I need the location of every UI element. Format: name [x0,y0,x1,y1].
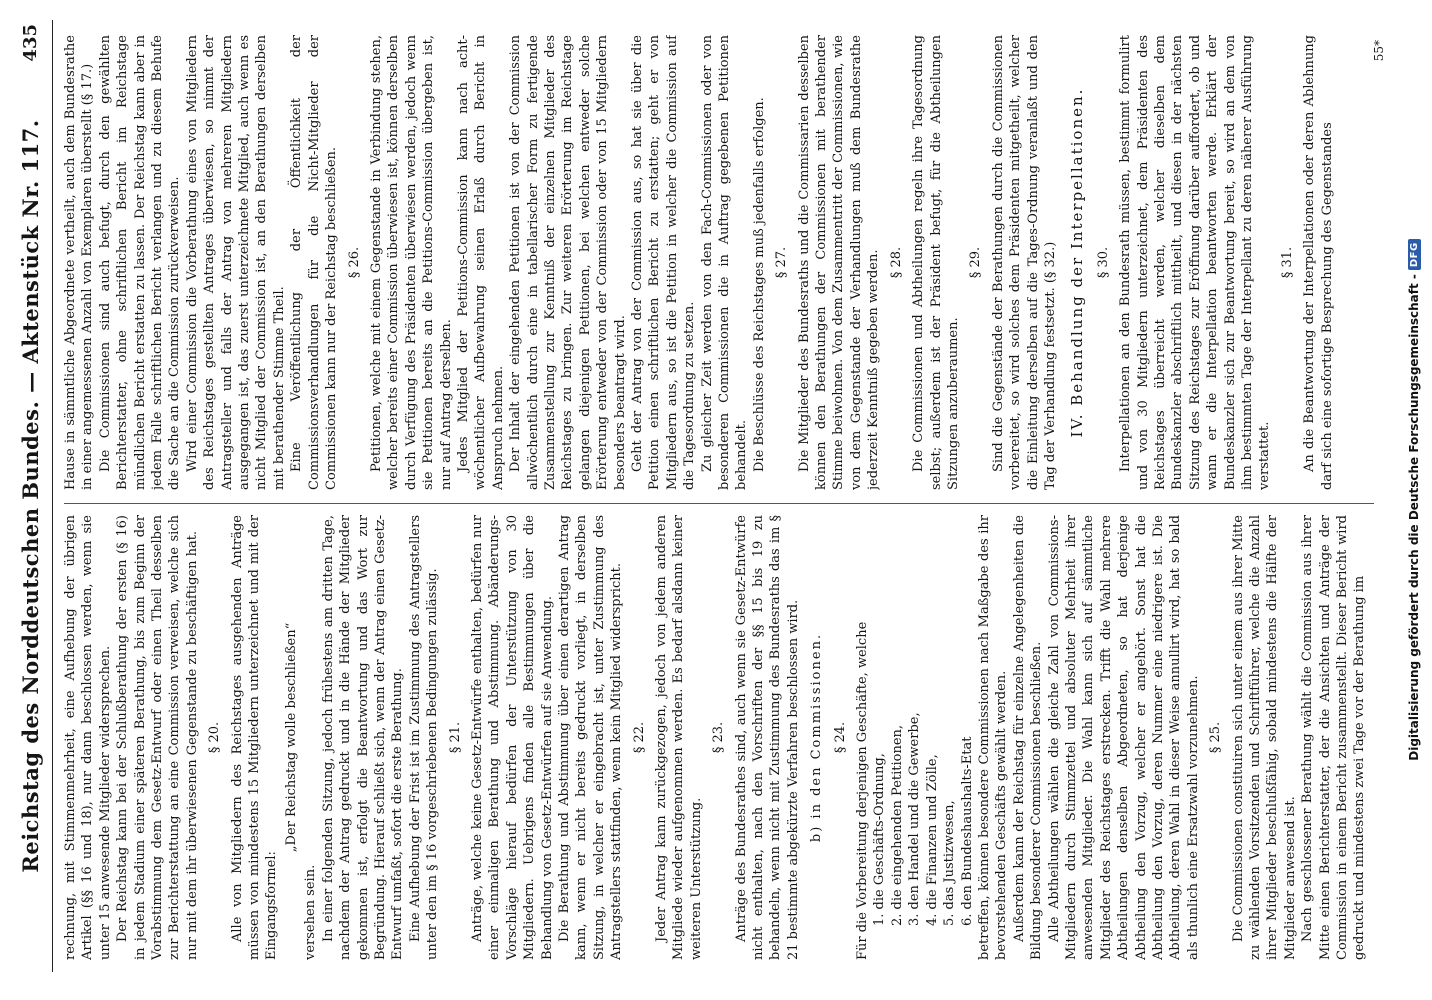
paragraph: Interpellationen an den Bundesrath müssen, bestimmt formulirt und von 30 Mitgliedern unterzeichnet, dem Präsidenten des Reichstages überreicht werden, welcher dieselben dem Bundeskanzler abschriftlich mittheilt, und diesen in der nächsten Sitzung des Reichstages zur Eröffnung darüber auffordert, ob und wann er die Interpellation beantworten werde. Erklärt der Bundeskanzler sich zur Beantwortung bereit, so wird an dem von ihm bestimmten Tage der Interpellant zu deren näherer Ausführung verstattet. [1118,35,1273,490]
paragraph: Nach geschlossener Berathung wählt die Commission aus ihrer Mitte einen Berichterstatter, der die Ansichten und Anträge der Commission in einem Bericht zusammenstellt. Dieser Bericht wird gedruckt und mindestens zwei Tage vor der Berathung im [1300,515,1368,960]
paragraph: Die Mitglieder des Bundesraths und die Commissarien desselben können den Berathungen der Commissionen mit berathender Stimme beiwohnen. Von dem Zusammentritt der Commissionen, wie von dem Gegenstande der Verhandlungen muß dem Bundesrathe jederzeit Kenntniß gegeben werden. [796,35,882,490]
paragraph: Die Commissionen constituiren sich unter einem aus ihrer Mitte zu wählenden Vorsitzenden und Schriftführer, welche die Anzahl ihrer Mitglieder beschlußfähig, sobald mindestens die Hälfte der Mitglieder anwesend ist. [1230,515,1298,960]
paragraph: Der Reichstag kann bei der Schlußberathung der ersten (§ 16) in jedem Stadium einer späteren Berathung, bis zum Beginn der Vorabstimmung dem Gesetz-Entwurf oder einen Theil desselben zur Berichterstattung an eine Commission verweisen, welche sich nur mit dem ihr überwiesenen Gegenstande zu beschäftigen hat. [115,515,200,960]
section-heading: § 31. [1279,246,1295,279]
enumerated-list [871,515,975,960]
paragraph: Die Commissionen sind auch befugt, durch den gewählten Berichterstatter, ohne schriftlichen Bericht im Reichstage mündlichen Bericht erstatten zu lassen. Der Reichstag kann aber in jedem Falle schriftlichen Bericht verlangen und zu diesem Behufe die Sache an die Commission zurückverweisen. [97,35,183,490]
paragraph: Zu gleicher Zeit werden von den Fach-Commissionen oder von besonderen Commissionen die in Auftrag gegebenen Petitionen behandelt. [699,35,750,490]
page-number: 435 [20,24,41,62]
quoted-formula: „Der Reichstag wolle beschließen“ [283,622,299,853]
paragraph: Außerdem kann der Reichstag für einzelne Angelegenheiten die Bildung besonderer Commissionen beschließen. [1011,515,1045,960]
paragraph: Alle von Mitgliedern des Reichstages ausgehenden Anträge müssen von mindestens 15 Mitgliedern unterzeichnet und mit der Eingangsformel: [229,515,280,960]
credit-text: Digitalisierung gefördert durch die Deutsche Forschungsgemeinschaft - [1407,274,1421,761]
chapter-heading: IV. Behandlung der Interpellationen. [1068,87,1087,438]
paragraph: Eine Aufhebung der Frist ist im Zustimmung des Antragstellers unter den im § 16 vorgeschriebenen Bedingungen zulässig. [407,515,441,960]
section-heading: § 28. [888,246,904,279]
section-heading: § 26. [346,246,362,279]
paragraph: Jedes Mitglied der Petitions-Commission kann nach acht-wöchentlicher Aufbewahrung seinen Erlaß durch Bericht in Anspruch nehmen. [455,35,506,490]
paragraph: In einer folgenden Sitzung, jedoch frühestens am dritten Tage, nachdem der Antrag gedruckt und in die Hände der Mitglieder gekommen ist, erfolgt die Beantwortung und das Wort zur Begründung. Hierauf schließt sich, wenn der Antrag einen Gesetz-Entwurf umfaßt, sofort die erste Berathung. [320,515,406,960]
section-heading: § 24. [832,721,848,754]
section-heading: § 23. [711,721,727,754]
paragraph: Anträge, welche keine Gesetz-Entwürfe enthalten, bedürfen nur einer einmaligen Berathung und Abstimmung. Abänderungs-Vorschläge hierauf bedürfen der Unterstützung von 30 Mitgliedern. Uebrigens finden alle Bestimmungen über die Behandlung von Gesetz-Entwürfen auf sie Anwendung. [469,515,555,960]
paragraph: An die Beantwortung der Interpellationen oder deren Ablehnung darf sich eine sofortige Besprechung des Gegenstandes [1302,35,1335,490]
paragraph: versehen sein. [303,864,319,960]
section-heading: § 22. [631,721,647,754]
left-text-column [62,515,1382,960]
section-heading: § 20. [207,721,223,754]
paragraph: Geht der Antrag von der Commission aus, so hat sie über die Petition einen schriftlichen Bericht zu erstatten; geht er von Mitgliedern aus, so ist die Petition in welcher die Commission auf die Tagesordnung zu setzen. [630,35,698,490]
list-item: 2. die eingehenden Petitionen, [889,724,905,926]
paragraph: Wird einer Commission die Vorberathung eines von Mitgliedern des Reichstages gestellten Antrages überwiesen, so nimmt der Antragsteller und falls der Antrag von mehreren Mitgliedern ausgegangen ist, das zuerst unterzeichnete Mitglied, auch wenn es nicht Mitglied der Commission ist, an den Berathungen derselben mit berathender Stimme Theil. [184,35,287,490]
paragraph: betreffen, können besondere Commissionen nach Maßgabe des ihr bevorstehenden Geschäfts gewählt werden. [976,515,1010,960]
paragraph: Sind die Gegenstände der Berathungen durch die Commissionen vorbereitet, so wird solches dem Präsidenten mitgetheilt, welcher die Einleitung derselben auf die Tages-Ordnung veranlaßt und den Tag der Verhandlung festsetzt. (§ 32.) [990,35,1058,490]
section-heading: § 30. [1095,246,1111,279]
paragraph: Jeder Antrag kann zurückgezogen, jedoch von jedem anderen Mitgliede wieder aufgenommen werden. Es bedarf alsdann keiner weiteren Unterstützung. [654,515,704,960]
right-text-column [62,35,1382,490]
list-item: 6. den Bundeshaushalts-Etat [959,736,975,926]
paragraph: Anträge des Bundesrathes sind, auch wenn sie Gesetz-Entwürfe nicht enthalten, nach den Vorschriften der §§ 15 bis 19 zu behandeln, wenn nicht mit Zustimmung des Bundesraths das im § 21 bestimmte abgekürzte Verfahren beschlossen wird. [733,515,801,960]
paragraph: Für die Vorbereitung derjenigen Geschäfte, welche [855,621,871,960]
column-divider [64,503,1374,504]
list-item: 5. das Justizwesen, [942,800,958,926]
paragraph: Die Commissionen und Abtheilungen regeln ihre Tagesordnung selbst; außerdem ist der Präsident befugt, für die Abtheilungen Sitzungen anzuberaumen. [911,35,961,490]
running-title: Reichstag des Norddeutschen Bundes. — Aktenstück Nr. 117. [18,119,43,873]
paragraph: Die Beschlüsse des Reichstages muß jedenfalls erfolgen. [751,97,767,472]
page-header [12,20,53,972]
paragraph: rechnung, mit Stimmenmehrheit, eine Aufhebung der übrigen Artikel (§§ 16 und 18), nur dann beschlossen werden, wenn sie unter 15 anwesende Mitglieder widersprechen. [63,515,113,960]
section-heading: § 29. [968,246,984,279]
section-heading: § 27. [774,246,790,279]
section-heading: § 21. [447,721,463,754]
printer-signature: 55* [1372,40,1386,62]
subsection-heading: b) in den Commissionen. [809,632,825,843]
list-item: 3. den Handel und die Gewerbe, [907,712,923,926]
list-item: 1. die Geschäfts-Ordnung, [872,753,888,926]
paragraph: Eine Veröffentlichung der Öffentlichkeit der Commissionsverhandlungen für die Nicht-Mitglieder der Commissionen kann nur der Reichstag beschließen. [289,35,340,490]
paragraph: Der Inhalt der eingehenden Petitionen ist von der Commission allwöchentlich durch eine in tabellarischer Form zu fertigende Zusammenstellung zur Kenntniß der einzelnen Mitglieder des Reichstages zu bringen. Zur weiteren Erörterung im Reichstage gelangen diejenigen Petitionen, bei welchen entweder solche Erörterung entweder von der Commission oder von 15 Mitgliedern besonders beantragt wird. [508,35,628,490]
section-heading: § 25. [1208,721,1224,754]
paragraph: Hause in sämmtliche Abgeordnete vertheilt, auch dem Bundesrathe in einer angemessenen Anzahl von Exemplaren überstellt (§ 17.) [63,35,96,490]
paragraph: Alle Abtheilungen wählen die gleiche Zahl von Commissions-Mitgliedern durch Stimmzettel und absoluter Mehrheit ihrer anwesenden Mitglieder. Die Wahl kann sich auf sämmtliche Mitglieder des Reichstages erstrecken. Trifft die Wahl mehrere Abtheilungen denselben Abgeordneten, so hat derjenige Abtheilung den Vorzug, welcher er angehört. Sonst hat die Abtheilung den Vorzug, deren Nummer eine niedrigere ist. Die Abtheilung, deren Wahl in dieser Weise annullirt wird, hat so bald als thunlich eine Ersatzwahl vorzunehmen. [1046,515,1201,960]
dfg-logo: DFG [1408,239,1421,270]
paragraph: Die Berathung und Abstimmung über einen derartigen Antrag kann, wenn er nicht bereits gedruckt vorliegt, in derselben Sitzung, in welcher er eingebracht ist, unter Zustimmung des Antragstellers stattfinden, wenn kein Mitglied widerspricht. [556,515,625,960]
digitization-credit [1402,0,1426,1000]
list-item: 4. die Finanzen und Zölle, [924,754,940,926]
paragraph: Petitionen, welche mit einem Gegenstande in Verbindung stehen, welcher bereits einer Commission überwiesen ist, können derselben durch Verfügung des Präsidenten überwiesen werden, jedoch wenn sie Petitionen bereits an die Petitions-Commission übergeben ist, nur auf Antrag derselben. [368,35,454,490]
